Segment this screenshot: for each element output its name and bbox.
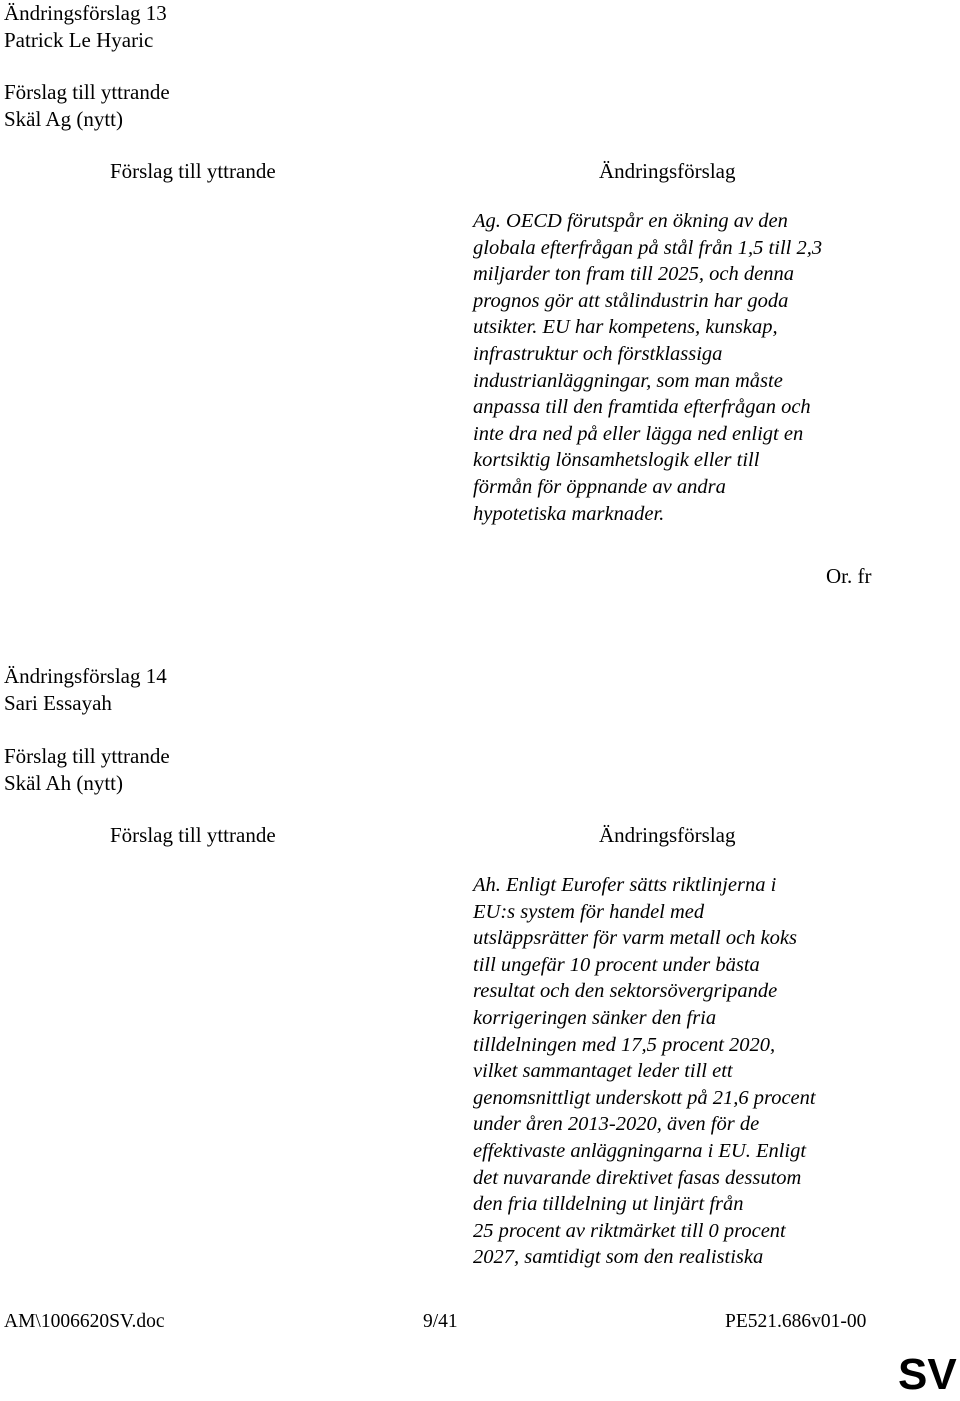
amendment-text-line: globala efterfrågan på stål från 1,5 till 2,3 xyxy=(473,236,823,259)
amendment-text-line: resultat och den sektorsövergripande xyxy=(473,980,778,1003)
amendment-text-line: miljarder ton fram till 2025, och denna xyxy=(473,263,794,286)
amendment-text-line: 25 procent av riktmärket till 0 procent xyxy=(473,1219,786,1242)
amendment-author: Patrick Le Hyaric xyxy=(4,28,154,52)
column-header-left: Förslag till yttrande xyxy=(110,823,276,847)
column-header-left: Förslag till yttrande xyxy=(110,159,276,183)
amendment-text-line: inte dra ned på eller lägga ned enligt en xyxy=(473,422,804,445)
amendment-13-header xyxy=(4,0,167,54)
column-header-right: Ändringsförslag xyxy=(599,823,736,847)
amendment-text-line: EU:s system för handel med xyxy=(473,900,705,923)
amendment-text-line: infrastruktur och förstklassiga xyxy=(473,342,723,365)
amendment-text-line: korrigeringen sänker den fria xyxy=(473,1006,717,1029)
amendment-14-header xyxy=(4,663,167,717)
amendment-text-line: Ag. OECD förutspår en ökning av den xyxy=(473,210,788,232)
amendment-text-line: genomsnittligt underskott på 21,6 procent xyxy=(473,1086,816,1109)
amendment-text-line: vilket sammantaget leder till ett xyxy=(473,1060,733,1083)
language-badge: SV xyxy=(898,1350,957,1399)
amendment-text-line: under åren 2013-2020, även för de xyxy=(473,1113,760,1136)
amendment-number: Ändringsförslag 13 xyxy=(4,1,167,25)
amendment-document: Förslag till yttrande xyxy=(4,80,170,104)
amendment-text-line: prognos gör att stålindustrin har goda xyxy=(473,289,789,312)
amendment-text-line: tilldelningen med 17,5 procent 2020, xyxy=(473,1033,776,1056)
amendment-document: Förslag till yttrande xyxy=(4,744,170,768)
amendment-text-line: hypotetiska marknader. xyxy=(473,502,665,525)
amendment-author: Sari Essayah xyxy=(4,691,112,715)
footer-page-number: 9/41 xyxy=(423,1311,458,1332)
amendment-14-text xyxy=(473,872,816,1271)
amendment-text-line: förmån för öppnande av andra xyxy=(473,475,726,498)
column-header-right: Ändringsförslag xyxy=(599,159,736,183)
amendment-text-line: det nuvarande direktivet fasas dessutom xyxy=(473,1166,802,1189)
footer-doc-reference: AM\1006620SV.doc xyxy=(4,1311,165,1332)
amendment-13-text xyxy=(473,208,822,527)
original-language: Or. fr xyxy=(826,564,872,588)
amendment-13-reference xyxy=(4,79,170,133)
footer-pe-reference: PE521.686v01-00 xyxy=(725,1311,867,1332)
amendment-text-line: till ungefär 10 procent under bästa xyxy=(473,953,760,976)
amendment-recital: Skäl Ag (nytt) xyxy=(4,107,123,131)
amendment-text-line: den fria tilldelning ut linjärt från xyxy=(473,1193,744,1216)
amendment-text-line: utsikter. EU har kompetens, kunskap, xyxy=(473,316,778,339)
amendment-text-line: anpassa till den framtida efterfrågan och xyxy=(473,396,811,419)
amendment-text-line: effektivaste anläggningarna i EU. Enligt xyxy=(473,1139,807,1162)
amendment-number: Ändringsförslag 14 xyxy=(4,664,167,688)
amendment-text-line: kortsiktig lönsamhetslogik eller till xyxy=(473,449,760,472)
amendment-text-line: utsläppsrätter för varm metall och koks xyxy=(473,927,797,950)
amendment-text-line: Ah. Enligt Eurofer sätts riktlinjerna i xyxy=(473,874,777,896)
amendment-recital: Skäl Ah (nytt) xyxy=(4,771,123,795)
amendment-text-line: industrianläggningar, som man måste xyxy=(473,369,783,392)
amendment-text-line: 2027, samtidigt som den realistiska xyxy=(473,1246,764,1269)
amendment-14-reference xyxy=(4,743,170,797)
